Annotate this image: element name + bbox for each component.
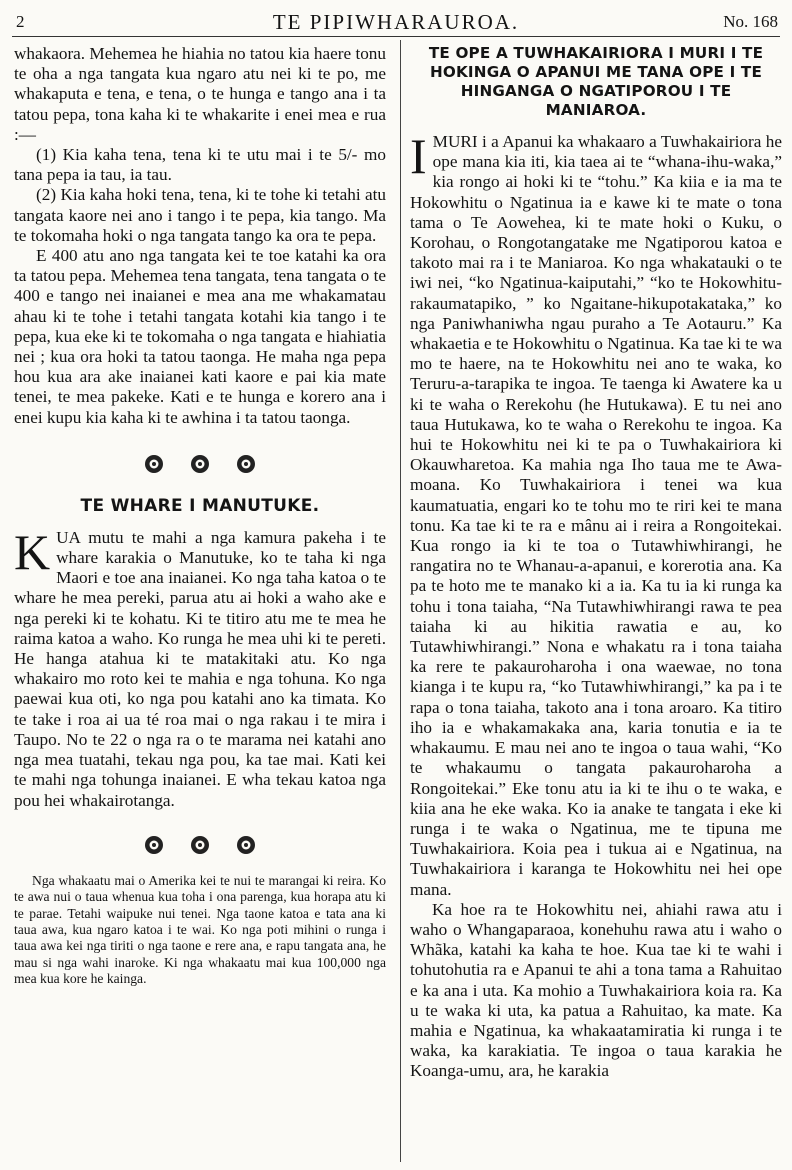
news-note: Nga whakaatu mai o Amerika kei te nui te marangai ki reira. Ko te awa nui o taua whenua kua toha i ona parenga, kua horapa atu ki te parae. Tetahi waipuke nui tenei. Nga taone katoa e tata ana ki taua awa, kua ngaro katoa i te wai. Ko nga poti mihini o runga i taua awa kei nga tiriti o nga taone e rere ana, e rapu tangata ana, he mau si nga wahi inaroke. Ki nga whakaatu mai kua 100,000 nga mea kua kore he kainga.	[14, 872, 386, 987]
right-column	[410, 44, 782, 1082]
article-paragraph: Ka hoe ra te Hokowhitu nei, ahiahi rawa atu i waho o Whangaparaoa, konehuhu rawa atu i waho o Whãka, katahi ka kaha te hoe. Kua tae ki te wahi i tohutohutia ra e Apanui te ahi a tona tama a Rahuitao e ka ana i uta. Ka mohio a Tuwhakairiora koia ra. Ka u te waka ki uta, ka patua a Rahuitao, ka mate. Ka mahia e Ngatinua, ka whakaatamiratia ki runga i te waka, ka karakiatia. Te ingoa o taua karakia he Koanga-umu, ara, he karakia	[410, 899, 782, 1081]
flower-ornament-icon	[190, 454, 210, 474]
issue-number: No. 168	[723, 12, 778, 31]
article-body	[410, 128, 782, 900]
left-column	[14, 44, 386, 988]
article-text: UA mutu te mahi a nga kamura pakeha i te whare karakia o Manutuke, ko te taha ki nga Maori e toe ana inaianei. Ko nga taha katoa o te whare he mea pereki, parua atu ai hoki a waho ake e nga pereki ki te kohatu. Ki te titiro atu me te mea he raima katoa a waho. Ko runga he mea uhi ki te pereti. He hanga atahua ki te matakitaki atu. Ko nga whakairo mo roto kei te mahia e nga tohuna. Ko nga paewai kua oti, ko nga pou katahi ano ka timata. Ko te take i roa ai ua té roa mai o nga rakau i te mira i Taupo. No te 22 o nga ra o te marama nei katahi ano nga mea tuatahi, tekau nga pou, ka tae mai. Kati kei te mahi nga tohunga inaianei. E wha tekau katoa nga pou hei whakairotanga.	[14, 527, 386, 810]
flower-ornament-icon	[236, 835, 256, 855]
article-heading: TE WHARE I MANUTUKE.	[80, 495, 320, 516]
list-item-2: (2) Kia kaha hoki tena, tena, ki te tohe ki tetahi atu tangata kaore nei ano i tango i te pepa, kia tango. Ma te tokomaha hoki o nga tangata tango ka ora te pepa.	[14, 185, 386, 245]
drop-cap: I	[410, 128, 427, 184]
list-item-1: (1) Kia kaha tena, tena ki te utu mai i te 5/- mo tana pepa ia tau, ia tau.	[14, 145, 386, 185]
flower-ornament-icon	[190, 835, 210, 855]
header-rule	[12, 36, 780, 37]
column-divider	[400, 40, 401, 1162]
article-text: MURI i a Apanui ka whakaaro a Tuwhakairiora he ope mana kia iti, kia taea ai te “whana-ihu-waka,” kia rongo ai hoki ki te “tohu.” Ka kiia e ia ma te Hokowhitu o Ngatinua ia e kawe ki te mate o tona tama o Te Aowehea, ki te mate hoki o Kuku, o Korohau, o Rongotangatake me Ngatiporou katoa e takoto mai ra i te Maniaroa. Ko nga whakatauki o te iwi nei, “ko Ngatinua-kaiputahi,” “ko te Hokowhitu-rakaumatapiko, ” ko Ngaitane-hikupotakataka,” ko nga Paniwhaniwha ngau puraho a Te Aotauru.” Ka whakaetia e te Hokowhitu o Ngatinua. Ka tae ki te wa mo te haere, na te Hokowhitu nei ano te waka, ko Teruru-a-tarapika te ingoa. Te taenga ki Awatere ka u ki te waha o Rerekohu (he Hutukawa). E tu nei ano taua Hutukawa, ko te waha o Rerekohu te ingoa. Ka hui te Hokowhitu nei ki te pa o Tuwhakairiora ki Okauwharetoa. Ka mahia nga Iho taua me te Awa-moana. Ko Tuwhakairiora i tenei wa kua kaumatuatia, engari ko te tohu mo te riri kei te mana tonu. Ka tae ki te ra e mânu ai i reira a Rongoitekai. Kua rongo ia ki te toa o Tutawhiwhirangi, he rangatira no te Whanau-a-apanui, e korerotia ana. Ka pa te hoto me te manako ki a ia. Ka tu ia ki runga ka tohu i tona taiaha, “Na Tutawhiwhirangi rawa te pea taiaha ki au hikitia rawatia e au, ko Tutawhiwhirangi.” Nona e whakatu ra i tona taiaha ka rere te pakauroharoha i ona waewae, no tona kianga i te kupu ra, “ko Tutawhiwhirangi,” ka pa i te rapa o tona taiaha, takoto ana i tona aroaro. Ka titiro iho ia e whakamakaka ana, karia tonutia e ia te whakaumu. E mau nei ano te ingoa o taua wahi, “Ko te whakaumu o tangata pakauroharoha a Rongoitekai.” Eke tonu atu ia ki te ihu o te waka, e kiia ana he eke waka. Ko ia anake te tangata i eke ki runga i te waka o Ngatinua, me te tipuna me Tuwhakairiora. Koia pea i tukua ai e Ngatinua, na Tuwhakairiora i karanga te Hokowhitu nei hei ope mana.	[410, 132, 782, 899]
flower-ornament-icon	[144, 454, 164, 474]
drop-cap: K	[14, 523, 51, 580]
flower-ornament-icon	[236, 454, 256, 474]
section-ornaments	[14, 454, 386, 474]
section-ornaments	[14, 835, 386, 855]
page-number: 2	[16, 12, 25, 31]
flower-ornament-icon	[144, 835, 164, 855]
paragraph-appeal: E 400 atu ano nga tangata kei te toe katahi ka ora ta tatou pepa. Mehemea tena tangata, tena tangata o te 400 e tango nei inaianei e mea ana me whakamatau ahau ki te tohe i tetahi tangata kotahi kia tango i te pepa, kua eke ki te tokomaha o nga tangata e hiahiatia nei ; kua ora hoki ta tatou taonga. He maha nga pepa hou kua ara ake inaianei kati kaore e pai kia mate tenei, te mea pakeke. Kati e te hunga e korero ana i enei kupu kia kaha ki te awhina i ta tatou taonga.	[14, 246, 386, 427]
page-header	[12, 8, 780, 34]
article-heading: TE OPE A TUWHAKAIRIORA I MURI I TE HOKINGA O APANUI ME TANA OPE I TE HINGANGA O NGATIPOROU I TE MANIAROA.	[428, 44, 764, 119]
paragraph-continuation: whakaora. Mehemea he hiahia no tatou kia haere tonu te oha a nga tangata kua ngaro atu nei ki te po, me whakaputa e tena, e tena, o te hunga e tango ana i ta tatou pepa, tona kaha ki te whakarite i enei mea e rua :—	[14, 44, 386, 144]
article-body	[14, 523, 386, 811]
newspaper-title: TE PIPIWHARAUROA.	[272, 10, 520, 34]
